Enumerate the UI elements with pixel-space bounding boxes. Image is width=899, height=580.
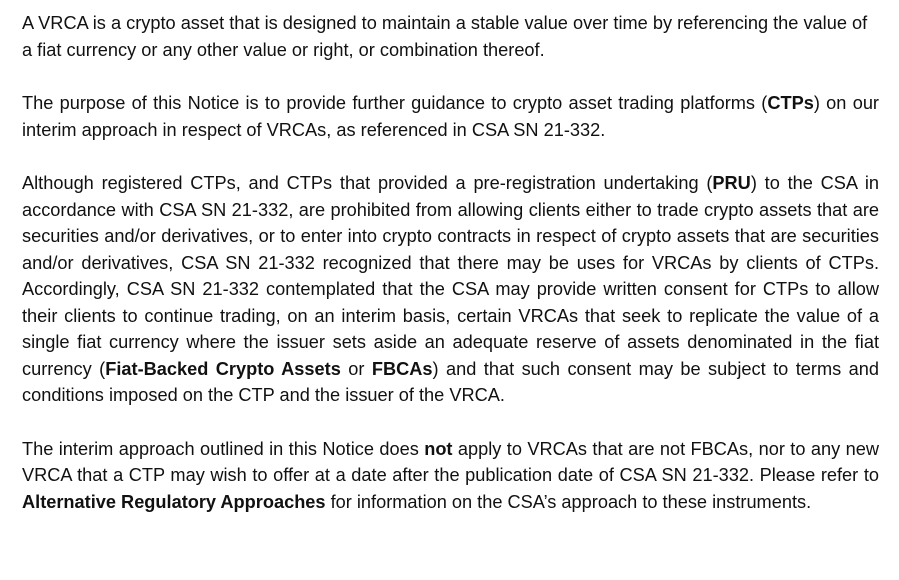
paragraph-text: The interim approach outlined in this Notice does <box>22 438 425 459</box>
paragraph-text: ) on our interim approach in respect of VRCAs, as referenced in CSA SN 21-332. <box>22 93 879 140</box>
bold-term-fbcas: FBCAs <box>371 358 433 379</box>
bold-reference-alternative-regulatory-approaches: Alternative Regulatory Approaches <box>22 491 326 512</box>
bold-term-ctps: CTPs <box>767 93 814 113</box>
bold-emphasis-not: not <box>424 438 453 459</box>
paragraph-notice-purpose <box>22 90 879 143</box>
paragraph-registered-ctps <box>22 170 879 409</box>
bold-term-pru: PRU <box>712 173 751 193</box>
paragraph-text: ) and that such consent may be subject to terms and conditions imposed on the CTP and the issuer of the VRCA. <box>22 358 879 405</box>
paragraph-text: A VRCA is a crypto asset that is designed to maintain a stable value over time by referencing the value of a fiat currency or any other value or right, or combination thereof. <box>22 13 868 60</box>
paragraph-text: apply to VRCAs that are not FBCAs, nor to any new VRCA that a CTP may wish to offer at a date after the publication date of CSA SN 21-332. Please refer to <box>22 438 879 485</box>
paragraph-text: or <box>340 358 372 379</box>
bold-term-fiat-backed-crypto-assets: Fiat-Backed Crypto Assets <box>105 358 341 379</box>
paragraph-text: for information on the CSA’s approach to these instruments. <box>325 491 812 512</box>
paragraph-text: ) to the CSA in accordance with CSA SN 21-332, are prohibited from allowing clients either to trade crypto assets that are securities and/or derivatives, or to enter into crypto contracts in respect of crypto assets that are securities and/or derivatives, CSA SN 21-332 recognized that there may be uses for VRCAs by clients of CTPs. Accordingly, CSA SN 21-332 contemplated that the CSA may provide written consent for CTPs to allow their clients to continue trading, on an interim basis, certain VRCAs that seek to replicate the value of a single fiat currency where the issuer sets aside an adequate reserve of assets denominated in the fiat currency ( <box>22 173 879 379</box>
paragraph-interim-approach-scope <box>22 436 879 516</box>
paragraph-text: The purpose of this Notice is to provide further guidance to crypto asset trading platforms ( <box>22 93 768 113</box>
paragraph-text: Although registered CTPs, and CTPs that provided a pre-registration undertaking ( <box>22 173 713 193</box>
paragraph-vrca-definition <box>22 10 879 63</box>
